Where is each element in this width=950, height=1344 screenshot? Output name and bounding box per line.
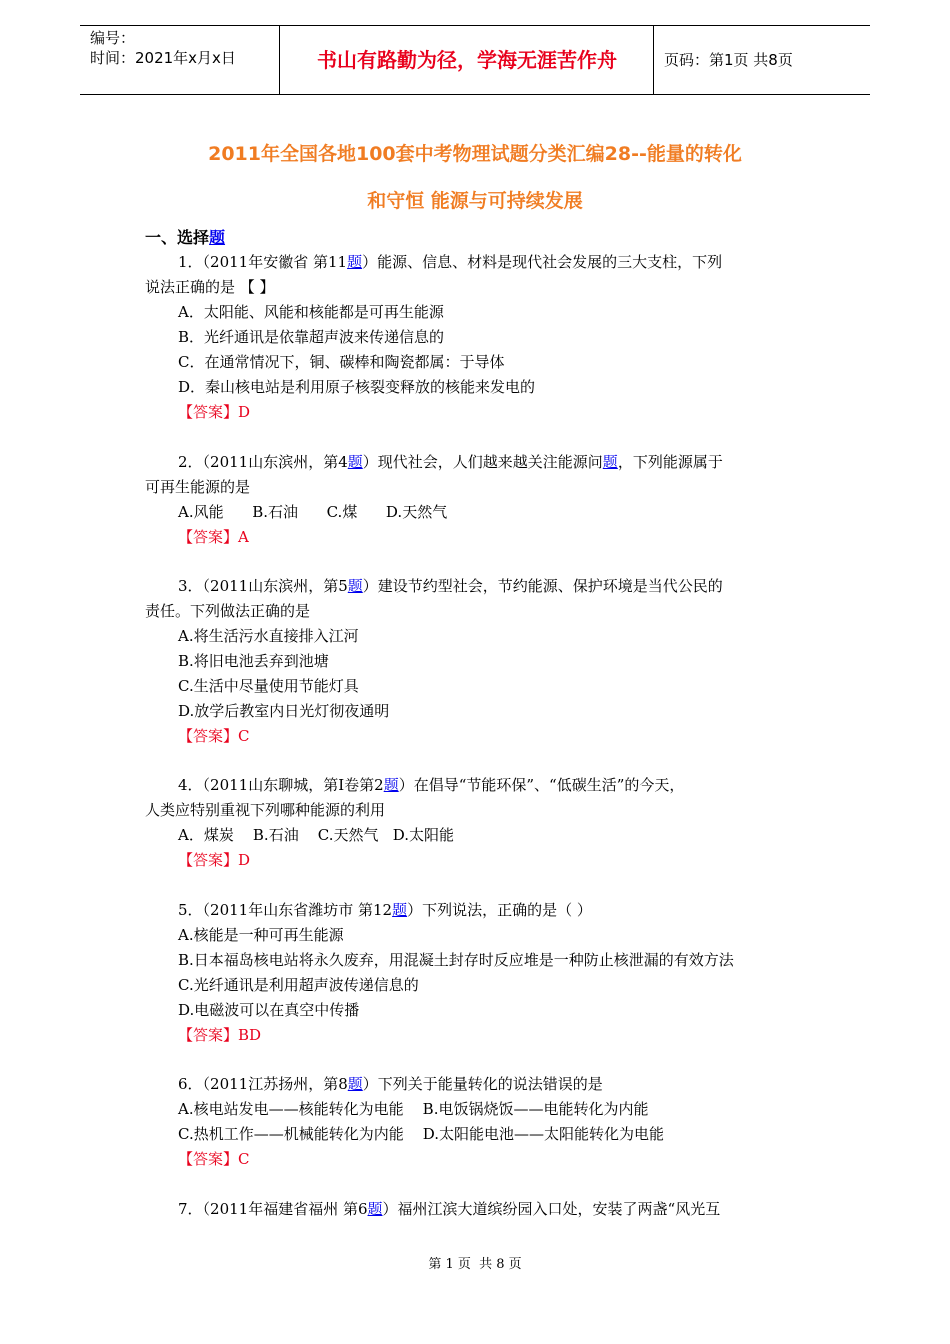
question-7-link[interactable]: 题: [367, 1200, 383, 1218]
question-2-stem-cont: 可再生能源的是: [145, 478, 251, 496]
question-6-options-cd: C.热机工作——机械能转化为内能 D.太阳能电池——太阳能转化为电能: [178, 1125, 665, 1143]
question-3-option-c: C.生活中尽量使用节能灯具: [178, 677, 359, 695]
question-5-stem: [145, 898, 848, 922]
question-1-source: 1．（2011年安徽省 第11: [178, 253, 348, 271]
question-7-text: ）福州江滨大道缤纷园入口处，安装了两盏“风光互: [382, 1200, 721, 1218]
question-4-answer: 【答案】D: [178, 851, 251, 869]
question-4-source: 4．（2011山东聊城，第Ⅰ卷第2: [178, 776, 384, 794]
question-2-source: 2．（2011山东滨州，第4: [178, 453, 348, 471]
question-2-link[interactable]: 题: [347, 453, 363, 471]
question-5-option-d: D.电磁波可以在真空中传播: [178, 1001, 360, 1019]
question-4-text: ）在倡导“节能环保”、“低碳生活”的今天，: [398, 776, 685, 794]
question-5-link[interactable]: 题: [392, 901, 408, 919]
question-6-text: ）下列关于能量转化的说法错误的是: [362, 1075, 603, 1093]
question-3-text: ）建设节约型社会，节约能源、保护环境是当代公民的: [362, 577, 723, 595]
question-1-link[interactable]: 题: [347, 253, 363, 271]
question-2-text: ）现代社会，人们越来越关注能源问: [362, 453, 603, 471]
question-6-source: 6．（2011江苏扬州，第8: [178, 1075, 348, 1093]
question-1-answer: 【答案】D: [178, 403, 251, 421]
question-1-option-c: C．在通常情况下，铜、碳棒和陶瓷都属：于导体: [178, 353, 505, 371]
document-title-line2: 和守恒 能源与可持续发展: [367, 190, 583, 212]
question-3-stem: [145, 574, 848, 598]
question-2-options: A.风能 B.石油 C.煤 D.天然气: [178, 503, 448, 521]
question-3-link[interactable]: 题: [347, 577, 363, 595]
question-4-link[interactable]: 题: [383, 776, 399, 794]
question-1-text: ）能源、信息、材料是现代社会发展的三大支柱，下列: [362, 253, 723, 271]
question-5-option-a: A.核能是一种可再生能源: [178, 926, 344, 944]
question-3-option-a: A.将生活污水直接排入江河: [178, 627, 359, 645]
question-4-options: A．煤炭 B.石油 C.天然气 D.太阳能: [178, 826, 455, 844]
question-7-stem: [145, 1197, 848, 1221]
question-2-link-2[interactable]: 题: [602, 453, 618, 471]
question-4-stem: [145, 773, 848, 797]
section-heading-link[interactable]: 题: [209, 228, 226, 247]
question-6-link[interactable]: 题: [347, 1075, 363, 1093]
question-5-source: 5．（2011年山东省潍坊市 第12: [178, 901, 393, 919]
question-5-option-b: B.日本福岛核电站将永久废弃，用混凝土封存时反应堆是一种防止核泄漏的有效方法: [178, 951, 734, 969]
question-1-option-a: A．太阳能、风能和核能都是可再生能源: [178, 303, 444, 321]
header-time-label: 时间：2021年x月x日: [90, 49, 236, 67]
question-2-text-2: ，下列能源属于: [617, 453, 723, 471]
section-heading-text: 一、选择: [145, 228, 210, 247]
question-3-stem-cont: 责任。下列做法正确的是: [145, 602, 311, 620]
document-title-line1: 2011年全国各地100套中考物理试题分类汇编28--能量的转化: [208, 143, 742, 165]
question-3-source: 3．（2011山东滨州，第5: [178, 577, 348, 595]
question-6-answer: 【答案】C: [178, 1150, 250, 1168]
header-meta: [80, 26, 280, 94]
question-6-stem: [145, 1072, 848, 1096]
header-motto: 书山有路勤为径，学海无涯苦作舟: [281, 26, 654, 94]
question-5-answer: 【答案】BD: [178, 1026, 262, 1044]
question-5-option-c: C.光纤通讯是利用超声波传递信息的: [178, 976, 419, 994]
question-3-answer: 【答案】C: [178, 727, 250, 745]
page-footer: 第 1 页 共 8 页: [428, 1257, 522, 1272]
question-3-option-d: D.放学后教室内日光灯彻夜通明: [178, 702, 390, 720]
section-heading: [145, 226, 225, 250]
question-3-option-b: B.将旧电池丢弃到池塘: [178, 652, 329, 670]
question-7-source: 7．（2011年福建省福州 第6: [178, 1200, 368, 1218]
header-page-info: 页码：第1页 共8页: [664, 51, 793, 69]
question-2-stem: [145, 450, 848, 474]
question-1-option-b: B．光纤通讯是依靠超声波来传递信息的: [178, 328, 445, 346]
question-6-options-ab: A.核电站发电——核能转化为电能 B.电饭锅烧饭——电能转化为内能: [178, 1100, 649, 1118]
question-2-answer: 【答案】A: [178, 528, 249, 546]
header-number-label: 编号：: [90, 29, 136, 47]
question-5-text: ）下列说法，正确的是（ ）: [407, 901, 592, 919]
page-header: [80, 25, 870, 95]
question-1-stem: [145, 250, 848, 274]
question-1-option-d: D．秦山核电站是利用原子核裂变释放的核能来发电的: [178, 378, 536, 396]
question-1-stem-cont: 说法正确的是 【 】: [145, 278, 275, 296]
question-4-stem-cont: 人类应特别重视下列哪种能源的利用: [145, 801, 386, 819]
